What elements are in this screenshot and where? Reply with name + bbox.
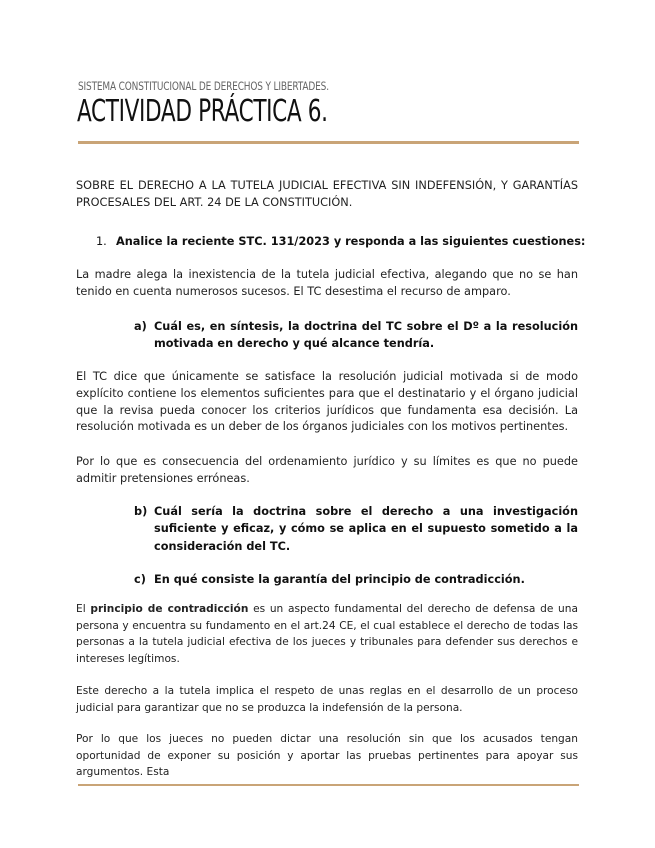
paragraph-6: Por lo que los jueces no pueden dictar una resolución sin que los acusados tengan oportunidad de exponer su posición y aportar las pruebas pertinentes para apoyar sus argumentos. Esta: [76, 733, 578, 778]
paragraph-2: El TC dice que únicamente se satisface la resolución judicial motivada si de modo explícito contiene los elementos suficientes para que el destinatario y el órgano judicial que la revisa pueda conocer los criterios jurídicos que fundamenta esa decisión. La resolución motivada es un deber de los órganos judiciales con los motivos pertinentes.: [76, 370, 578, 434]
intro-text: SOBRE EL DERECHO A LA TUTELA JUDICIAL EFECTIVA SIN INDEFENSIÓN, Y GARANTÍAS PROCESALES DEL ART. 24 DE LA CONSTITUCIÓN.: [76, 179, 578, 209]
question-b-text: Cuál sería la doctrina sobre el derecho a una investigación suficiente y eficaz, y cómo se aplica en el supuesto sometido a la consideración del TC.: [154, 505, 578, 553]
paragraph-4-rest: es un aspecto fundamental del derecho de defensa de una persona y encuentra su fundamento en el art.24 CE, el cual establece el derecho de todas las personas a la tutela judicial efectiva de los jueces y tribunales para defender sus derechos e intereses legítimos.: [76, 603, 578, 665]
question-a-text: Cuál es, en síntesis, la doctrina del TC sobre el Dº a la resolución motivada en derecho y qué alcance tendría.: [154, 320, 578, 351]
document-subtitle: SISTEMA CONSTITUCIONAL DE DERECHOS Y LIBERTADES.: [78, 79, 329, 93]
title-divider: [78, 141, 579, 144]
question-a-letter: a): [134, 320, 147, 333]
paragraph-4-prefix: El: [76, 603, 91, 615]
footer-divider: [78, 784, 579, 786]
question-c-letter: c): [134, 573, 146, 586]
paragraph-3: Por lo que es consecuencia del ordenamiento jurídico y su límites es que no puede admitir pretensiones erróneas.: [76, 455, 578, 485]
document-title: ACTIVIDAD PRÁCTICA 6.: [77, 94, 328, 129]
question-c-text: En qué consiste la garantía del principio de contradicción.: [154, 573, 525, 586]
item-number: 1.: [96, 235, 107, 248]
item-heading: Analice la reciente STC. 131/2023 y responda a las siguientes cuestiones:: [116, 235, 586, 248]
paragraph-1: La madre alega la inexistencia de la tutela judicial efectiva, alegando que no se han tenido en cuenta numerosos sucesos. El TC desestima el recurso de amparo.: [76, 268, 578, 298]
principle-term: principio de contradicción: [90, 603, 249, 615]
paragraph-5: Este derecho a la tutela implica el respeto de unas reglas en el desarrollo de un proceso judicial para garantizar que no se produzca la indefensión de la persona.: [76, 685, 578, 714]
question-b-letter: b): [134, 505, 148, 518]
paragraph-4: [76, 601, 578, 667]
